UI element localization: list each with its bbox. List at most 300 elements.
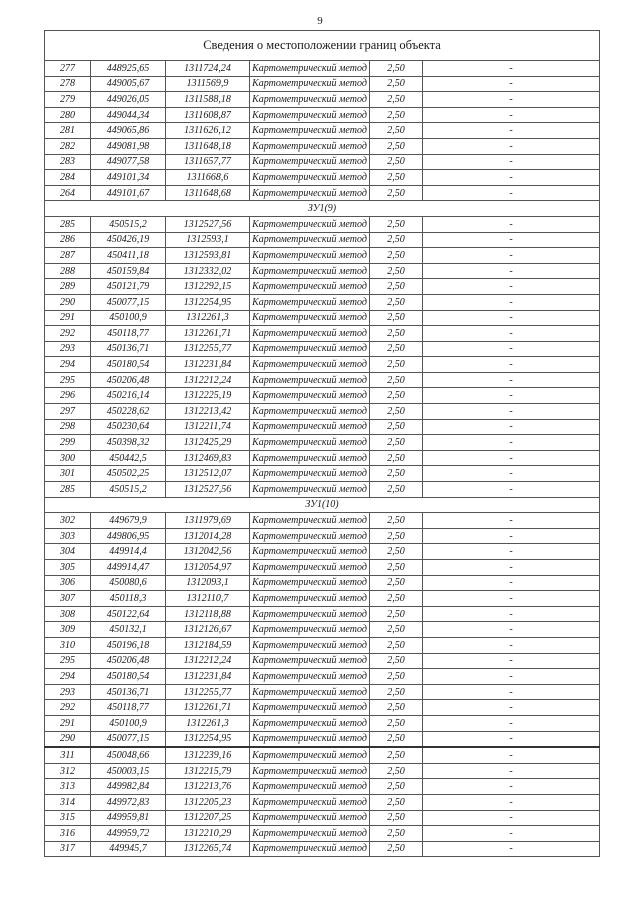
point-number-cell: 291 — [45, 310, 91, 326]
x-coordinate-cell: 450136,71 — [91, 684, 166, 700]
table-row — [45, 810, 600, 826]
x-coordinate-cell: 450121,79 — [91, 279, 166, 295]
note-cell: - — [423, 606, 600, 622]
table-row — [45, 372, 600, 388]
note-cell: - — [423, 826, 600, 842]
accuracy-cell: 2,50 — [370, 513, 423, 529]
table-row — [45, 622, 600, 638]
note-cell: - — [423, 76, 600, 92]
point-number-cell: 303 — [45, 528, 91, 544]
table-row — [45, 388, 600, 404]
x-coordinate-cell: 449077,58 — [91, 154, 166, 170]
note-cell: - — [423, 779, 600, 795]
x-coordinate-cell: 450100,9 — [91, 310, 166, 326]
table-row — [45, 653, 600, 669]
table-row — [45, 528, 600, 544]
point-number-cell: 292 — [45, 326, 91, 342]
accuracy-cell: 2,50 — [370, 263, 423, 279]
accuracy-cell: 2,50 — [370, 107, 423, 123]
y-coordinate-cell: 1312593,81 — [166, 248, 250, 264]
x-coordinate-cell: 450515,2 — [91, 216, 166, 232]
note-cell: - — [423, 232, 600, 248]
method-cell: Картометрический метод — [250, 123, 370, 139]
accuracy-cell: 2,50 — [370, 248, 423, 264]
method-cell: Картометрический метод — [250, 747, 370, 763]
y-coordinate-cell: 1312213,76 — [166, 779, 250, 795]
method-cell: Картометрический метод — [250, 404, 370, 420]
x-coordinate-cell: 449101,34 — [91, 170, 166, 186]
method-cell: Картометрический метод — [250, 310, 370, 326]
table-row — [45, 450, 600, 466]
table-row — [45, 76, 600, 92]
y-coordinate-cell: 1312118,88 — [166, 606, 250, 622]
point-number-cell: 277 — [45, 61, 91, 77]
note-cell: - — [423, 326, 600, 342]
accuracy-cell: 2,50 — [370, 763, 423, 779]
point-number-cell: 313 — [45, 779, 91, 795]
point-number-cell: 284 — [45, 170, 91, 186]
x-coordinate-cell: 450230,64 — [91, 419, 166, 435]
table-row — [45, 841, 600, 857]
note-cell: - — [423, 248, 600, 264]
accuracy-cell: 2,50 — [370, 310, 423, 326]
y-coordinate-cell: 1312054,97 — [166, 560, 250, 576]
note-cell: - — [423, 653, 600, 669]
accuracy-cell: 2,50 — [370, 715, 423, 731]
x-coordinate-cell: 449806,95 — [91, 528, 166, 544]
table-row — [45, 185, 600, 201]
accuracy-cell: 2,50 — [370, 357, 423, 373]
accuracy-cell: 2,50 — [370, 232, 423, 248]
y-coordinate-cell: 1312255,77 — [166, 684, 250, 700]
point-number-cell: 307 — [45, 591, 91, 607]
x-coordinate-cell: 450180,54 — [91, 357, 166, 373]
x-coordinate-cell: 449065,86 — [91, 123, 166, 139]
note-cell: - — [423, 622, 600, 638]
note-cell: - — [423, 560, 600, 576]
point-number-cell: 294 — [45, 669, 91, 685]
method-cell: Картометрический метод — [250, 170, 370, 186]
note-cell: - — [423, 310, 600, 326]
accuracy-cell: 2,50 — [370, 419, 423, 435]
table-row — [45, 170, 600, 186]
table-row — [45, 326, 600, 342]
x-coordinate-cell: 449914,47 — [91, 560, 166, 576]
accuracy-cell: 2,50 — [370, 279, 423, 295]
method-cell: Картометрический метод — [250, 575, 370, 591]
method-cell: Картометрический метод — [250, 61, 370, 77]
accuracy-cell: 2,50 — [370, 341, 423, 357]
table-row — [45, 61, 600, 77]
method-cell: Картометрический метод — [250, 341, 370, 357]
note-cell: - — [423, 216, 600, 232]
y-coordinate-cell: 1312527,56 — [166, 482, 250, 498]
table-row — [45, 715, 600, 731]
x-coordinate-cell: 450159,84 — [91, 263, 166, 279]
y-coordinate-cell: 1312213,42 — [166, 404, 250, 420]
table-row — [45, 92, 600, 108]
table-row — [45, 232, 600, 248]
point-number-cell: 317 — [45, 841, 91, 857]
y-coordinate-cell: 1312239,16 — [166, 747, 250, 763]
table-row — [45, 513, 600, 529]
table-row — [45, 419, 600, 435]
point-number-cell: 281 — [45, 123, 91, 139]
accuracy-cell: 2,50 — [370, 466, 423, 482]
y-coordinate-cell: 1312512,07 — [166, 466, 250, 482]
point-number-cell: 315 — [45, 810, 91, 826]
note-cell: - — [423, 700, 600, 716]
accuracy-cell: 2,50 — [370, 154, 423, 170]
table-row — [45, 107, 600, 123]
point-number-cell: 287 — [45, 248, 91, 264]
point-number-cell: 286 — [45, 232, 91, 248]
table-row — [45, 279, 600, 295]
section-header-row — [45, 201, 600, 217]
point-number-cell: 291 — [45, 715, 91, 731]
x-coordinate-cell: 449982,84 — [91, 779, 166, 795]
table-header-row — [45, 31, 600, 61]
accuracy-cell: 2,50 — [370, 528, 423, 544]
note-cell: - — [423, 513, 600, 529]
y-coordinate-cell: 1312110,7 — [166, 591, 250, 607]
y-coordinate-cell: 1312593,1 — [166, 232, 250, 248]
x-coordinate-cell: 449026,05 — [91, 92, 166, 108]
y-coordinate-cell: 1312184,59 — [166, 637, 250, 653]
note-cell: - — [423, 107, 600, 123]
x-coordinate-cell: 450228,62 — [91, 404, 166, 420]
x-coordinate-cell: 450118,77 — [91, 700, 166, 716]
point-number-cell: 304 — [45, 544, 91, 560]
y-coordinate-cell: 1312292,15 — [166, 279, 250, 295]
note-cell: - — [423, 185, 600, 201]
table-row — [45, 637, 600, 653]
accuracy-cell: 2,50 — [370, 669, 423, 685]
x-coordinate-cell: 450080,6 — [91, 575, 166, 591]
method-cell: Картометрический метод — [250, 544, 370, 560]
y-coordinate-cell: 1312212,24 — [166, 372, 250, 388]
x-coordinate-cell: 450003,15 — [91, 763, 166, 779]
x-coordinate-cell: 450206,48 — [91, 372, 166, 388]
table-row — [45, 154, 600, 170]
note-cell: - — [423, 684, 600, 700]
y-coordinate-cell: 1312215,79 — [166, 763, 250, 779]
method-cell: Картометрический метод — [250, 560, 370, 576]
note-cell: - — [423, 294, 600, 310]
accuracy-cell: 2,50 — [370, 653, 423, 669]
note-cell: - — [423, 482, 600, 498]
table-row — [45, 575, 600, 591]
y-coordinate-cell: 1311979,69 — [166, 513, 250, 529]
accuracy-cell: 2,50 — [370, 372, 423, 388]
table-row — [45, 684, 600, 700]
x-coordinate-cell: 450442,5 — [91, 450, 166, 466]
x-coordinate-cell: 450216,14 — [91, 388, 166, 404]
note-cell: - — [423, 528, 600, 544]
note-cell: - — [423, 669, 600, 685]
accuracy-cell: 2,50 — [370, 435, 423, 451]
point-number-cell: 283 — [45, 154, 91, 170]
accuracy-cell: 2,50 — [370, 731, 423, 747]
table-row — [45, 482, 600, 498]
accuracy-cell: 2,50 — [370, 404, 423, 420]
table-title: Сведения о местоположении границ объекта — [45, 31, 600, 61]
note-cell: - — [423, 419, 600, 435]
point-number-cell: 282 — [45, 138, 91, 154]
method-cell: Картометрический метод — [250, 294, 370, 310]
y-coordinate-cell: 1312225,19 — [166, 388, 250, 404]
y-coordinate-cell: 1311648,68 — [166, 185, 250, 201]
accuracy-cell: 2,50 — [370, 138, 423, 154]
y-coordinate-cell: 1312332,02 — [166, 263, 250, 279]
note-cell: - — [423, 450, 600, 466]
method-cell: Картометрический метод — [250, 763, 370, 779]
accuracy-cell: 2,50 — [370, 560, 423, 576]
method-cell: Картометрический метод — [250, 715, 370, 731]
method-cell: Картометрический метод — [250, 232, 370, 248]
method-cell: Картометрический метод — [250, 419, 370, 435]
table-row — [45, 747, 600, 763]
y-coordinate-cell: 1312425,29 — [166, 435, 250, 451]
y-coordinate-cell: 1312261,71 — [166, 326, 250, 342]
y-coordinate-cell: 1311626,12 — [166, 123, 250, 139]
accuracy-cell: 2,50 — [370, 700, 423, 716]
point-number-cell: 308 — [45, 606, 91, 622]
x-coordinate-cell: 450118,77 — [91, 326, 166, 342]
point-number-cell: 302 — [45, 513, 91, 529]
point-number-cell: 290 — [45, 294, 91, 310]
table-row — [45, 357, 600, 373]
section-label: ЗУ1(9) — [45, 201, 600, 217]
table-row — [45, 216, 600, 232]
table-row — [45, 794, 600, 810]
method-cell: Картометрический метод — [250, 810, 370, 826]
method-cell: Картометрический метод — [250, 279, 370, 295]
note-cell: - — [423, 841, 600, 857]
method-cell: Картометрический метод — [250, 435, 370, 451]
accuracy-cell: 2,50 — [370, 185, 423, 201]
table-row — [45, 560, 600, 576]
accuracy-cell: 2,50 — [370, 591, 423, 607]
x-coordinate-cell: 450048,66 — [91, 747, 166, 763]
x-coordinate-cell: 449005,67 — [91, 76, 166, 92]
accuracy-cell: 2,50 — [370, 747, 423, 763]
method-cell: Картометрический метод — [250, 794, 370, 810]
y-coordinate-cell: 1312207,25 — [166, 810, 250, 826]
x-coordinate-cell: 449945,7 — [91, 841, 166, 857]
table-row — [45, 341, 600, 357]
table-row — [45, 310, 600, 326]
accuracy-cell: 2,50 — [370, 544, 423, 560]
method-cell: Картометрический метод — [250, 450, 370, 466]
point-number-cell: 288 — [45, 263, 91, 279]
x-coordinate-cell: 450122,64 — [91, 606, 166, 622]
accuracy-cell: 2,50 — [370, 826, 423, 842]
table-row — [45, 294, 600, 310]
x-coordinate-cell: 449959,72 — [91, 826, 166, 842]
point-number-cell: 297 — [45, 404, 91, 420]
note-cell: - — [423, 388, 600, 404]
table-row — [45, 826, 600, 842]
y-coordinate-cell: 1312254,95 — [166, 731, 250, 747]
method-cell: Картометрический метод — [250, 92, 370, 108]
note-cell: - — [423, 591, 600, 607]
point-number-cell: 299 — [45, 435, 91, 451]
x-coordinate-cell: 450398,32 — [91, 435, 166, 451]
note-cell: - — [423, 279, 600, 295]
y-coordinate-cell: 1311657,77 — [166, 154, 250, 170]
point-number-cell: 301 — [45, 466, 91, 482]
accuracy-cell: 2,50 — [370, 622, 423, 638]
table-row — [45, 123, 600, 139]
note-cell: - — [423, 404, 600, 420]
x-coordinate-cell: 449081,98 — [91, 138, 166, 154]
point-number-cell: 312 — [45, 763, 91, 779]
y-coordinate-cell: 1311648,18 — [166, 138, 250, 154]
method-cell: Картометрический метод — [250, 482, 370, 498]
y-coordinate-cell: 1312255,77 — [166, 341, 250, 357]
accuracy-cell: 2,50 — [370, 388, 423, 404]
x-coordinate-cell: 450515,2 — [91, 482, 166, 498]
accuracy-cell: 2,50 — [370, 779, 423, 795]
y-coordinate-cell: 1312093,1 — [166, 575, 250, 591]
accuracy-cell: 2,50 — [370, 810, 423, 826]
section-header-row — [45, 497, 600, 513]
method-cell: Картометрический метод — [250, 826, 370, 842]
y-coordinate-cell: 1312261,71 — [166, 700, 250, 716]
accuracy-cell: 2,50 — [370, 482, 423, 498]
y-coordinate-cell: 1311724,24 — [166, 61, 250, 77]
y-coordinate-cell: 1312042,56 — [166, 544, 250, 560]
method-cell: Картометрический метод — [250, 684, 370, 700]
accuracy-cell: 2,50 — [370, 841, 423, 857]
x-coordinate-cell: 450100,9 — [91, 715, 166, 731]
y-coordinate-cell: 1312261,3 — [166, 715, 250, 731]
y-coordinate-cell: 1311588,18 — [166, 92, 250, 108]
table-body — [45, 31, 600, 857]
table-row — [45, 700, 600, 716]
accuracy-cell: 2,50 — [370, 684, 423, 700]
y-coordinate-cell: 1312231,84 — [166, 357, 250, 373]
y-coordinate-cell: 1311668,6 — [166, 170, 250, 186]
note-cell: - — [423, 810, 600, 826]
method-cell: Картометрический метод — [250, 388, 370, 404]
x-coordinate-cell: 450077,15 — [91, 294, 166, 310]
x-coordinate-cell: 450206,48 — [91, 653, 166, 669]
point-number-cell: 294 — [45, 357, 91, 373]
method-cell: Картометрический метод — [250, 466, 370, 482]
point-number-cell: 278 — [45, 76, 91, 92]
note-cell: - — [423, 637, 600, 653]
table-row — [45, 669, 600, 685]
point-number-cell: 306 — [45, 575, 91, 591]
note-cell: - — [423, 544, 600, 560]
note-cell: - — [423, 435, 600, 451]
note-cell: - — [423, 747, 600, 763]
method-cell: Картометрический метод — [250, 700, 370, 716]
method-cell: Картометрический метод — [250, 185, 370, 201]
accuracy-cell: 2,50 — [370, 606, 423, 622]
point-number-cell: 289 — [45, 279, 91, 295]
x-coordinate-cell: 450118,3 — [91, 591, 166, 607]
table-row — [45, 779, 600, 795]
x-coordinate-cell: 449679,9 — [91, 513, 166, 529]
x-coordinate-cell: 450502,25 — [91, 466, 166, 482]
note-cell: - — [423, 763, 600, 779]
table-row — [45, 606, 600, 622]
point-number-cell: 296 — [45, 388, 91, 404]
method-cell: Картометрический метод — [250, 513, 370, 529]
y-coordinate-cell: 1312212,24 — [166, 653, 250, 669]
point-number-cell: 310 — [45, 637, 91, 653]
x-coordinate-cell: 450132,1 — [91, 622, 166, 638]
note-cell: - — [423, 263, 600, 279]
x-coordinate-cell: 450077,15 — [91, 731, 166, 747]
method-cell: Картометрический метод — [250, 528, 370, 544]
accuracy-cell: 2,50 — [370, 216, 423, 232]
x-coordinate-cell: 450136,71 — [91, 341, 166, 357]
method-cell: Картометрический метод — [250, 637, 370, 653]
method-cell: Картометрический метод — [250, 669, 370, 685]
table-row — [45, 248, 600, 264]
table-row — [45, 763, 600, 779]
y-coordinate-cell: 1312126,67 — [166, 622, 250, 638]
y-coordinate-cell: 1312265,74 — [166, 841, 250, 857]
method-cell: Картометрический метод — [250, 248, 370, 264]
table-row — [45, 404, 600, 420]
section-label: ЗУ1(10) — [45, 497, 600, 513]
note-cell: - — [423, 575, 600, 591]
accuracy-cell: 2,50 — [370, 450, 423, 466]
accuracy-cell: 2,50 — [370, 637, 423, 653]
accuracy-cell: 2,50 — [370, 123, 423, 139]
table-row — [45, 544, 600, 560]
point-number-cell: 285 — [45, 482, 91, 498]
y-coordinate-cell: 1312469,83 — [166, 450, 250, 466]
method-cell: Картометрический метод — [250, 138, 370, 154]
accuracy-cell: 2,50 — [370, 170, 423, 186]
point-number-cell: 316 — [45, 826, 91, 842]
x-coordinate-cell: 449972,83 — [91, 794, 166, 810]
table-row — [45, 731, 600, 747]
accuracy-cell: 2,50 — [370, 76, 423, 92]
point-number-cell: 311 — [45, 747, 91, 763]
method-cell: Картометрический метод — [250, 653, 370, 669]
table-row — [45, 466, 600, 482]
accuracy-cell: 2,50 — [370, 575, 423, 591]
x-coordinate-cell: 449959,81 — [91, 810, 166, 826]
method-cell: Картометрический метод — [250, 591, 370, 607]
note-cell: - — [423, 123, 600, 139]
table-row — [45, 138, 600, 154]
x-coordinate-cell: 450196,18 — [91, 637, 166, 653]
method-cell: Картометрический метод — [250, 76, 370, 92]
accuracy-cell: 2,50 — [370, 92, 423, 108]
note-cell: - — [423, 357, 600, 373]
y-coordinate-cell: 1312014,28 — [166, 528, 250, 544]
x-coordinate-cell: 448925,65 — [91, 61, 166, 77]
note-cell: - — [423, 170, 600, 186]
note-cell: - — [423, 154, 600, 170]
note-cell: - — [423, 466, 600, 482]
note-cell: - — [423, 61, 600, 77]
point-number-cell: 295 — [45, 653, 91, 669]
point-number-cell: 305 — [45, 560, 91, 576]
table-row — [45, 591, 600, 607]
y-coordinate-cell: 1312211,74 — [166, 419, 250, 435]
accuracy-cell: 2,50 — [370, 326, 423, 342]
x-coordinate-cell: 450426,19 — [91, 232, 166, 248]
